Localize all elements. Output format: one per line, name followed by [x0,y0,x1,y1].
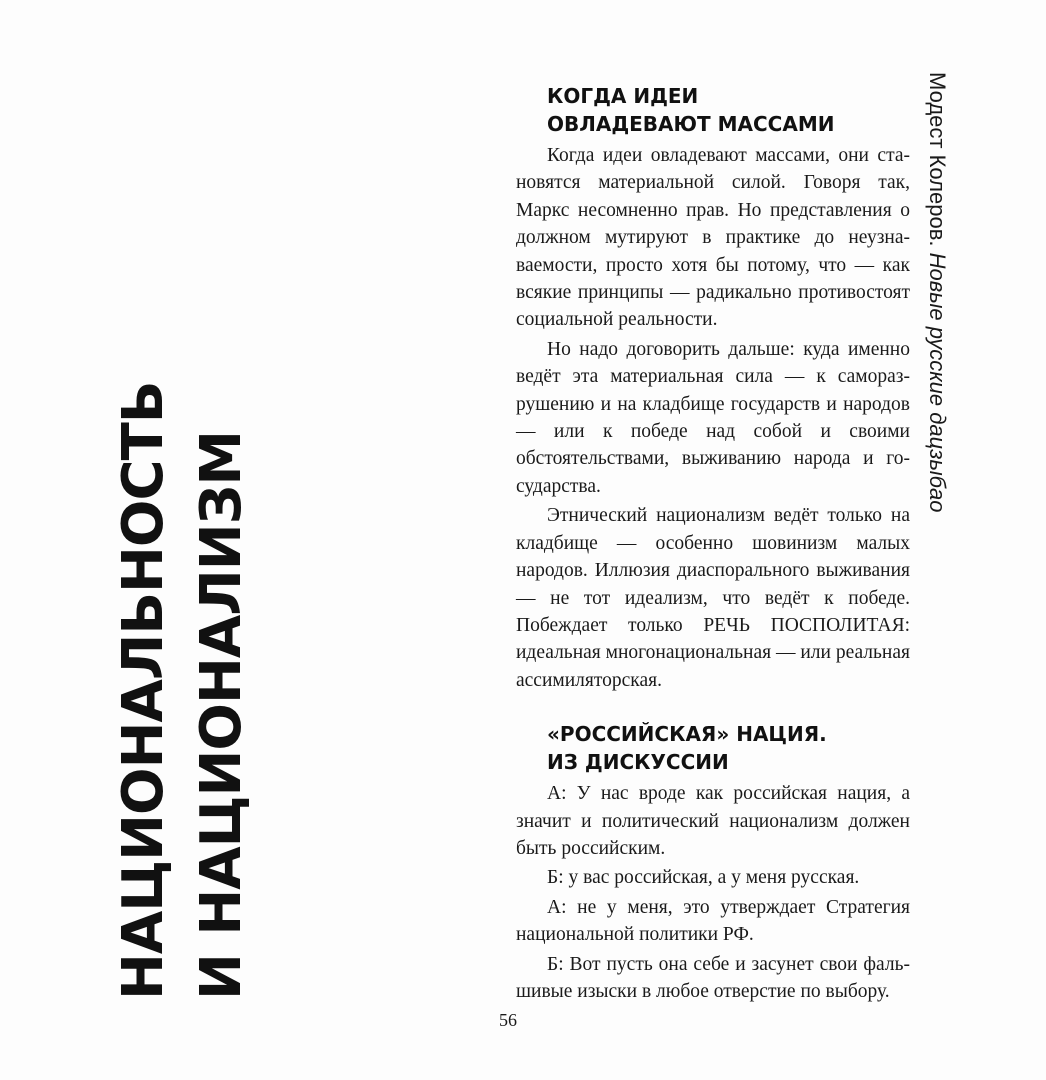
text-column [516,82,910,1007]
section-russian-nation [516,720,910,1005]
chapter-title-line-1: НАЦИОНАЛЬНОСТЬ [111,381,176,1000]
paragraph: Б: Вот пусть она себе и засунет свои фальшивые изыски в любое отверстие по выбору. [516,953,910,1002]
section-heading [547,720,910,776]
page-number: 56 [499,1010,517,1030]
running-header [924,72,950,513]
paragraph: Этнический национализм ведёт только на кладбище — особенно шовинизм малых народов. Иллюзия диаспорального выживания — не тот идеализм, что ведёт к победе. Побеждает только РЕЧЬ ПОСПОЛИТАЯ: идеальная многонациональная — или реальная ассимиляторская. [516,505,910,691]
paragraph: А: У нас вроде как российская нация, а значит и политический национализм должен быть российским. [516,783,910,859]
chapter-title [105,340,261,1000]
section-ideas [516,82,910,694]
section-heading-line-1: КОГДА ИДЕИ [547,84,699,108]
paragraph: Когда идеи овладевают массами, они становятся материальной силой. Говоря так, Маркс несомненно прав. Но представления о должном мутируют в практике до неузнаваемости, просто хотя бы потому, что — как всякие принципы — радикально противостоят социальной реальности. [516,145,910,331]
paragraph: Б: у вас российская, а у меня русская. [547,867,860,889]
paragraph: А: не у меня, это утверждает Стратегия национальной политики РФ. [516,896,910,946]
section-heading-line-2: ОВЛАДЕВАЮТ МАССАМИ [547,112,835,136]
section-heading [547,82,910,138]
running-header-author: Модест Колеров. [925,72,950,247]
paragraph: Но надо договорить дальше: куда именно ведёт эта материальная сила — к саморазрушению и на кладбище государств и народов — или к победе над собой и своими обстоятельствами, выживанию народа и государства. [516,338,910,497]
chapter-title-line-2: И НАЦИОНАЛИЗМ [189,430,254,1000]
section-heading-line-2: ИЗ ДИСКУССИИ [547,750,729,775]
running-header-book-title: Новые русские дацзыбао [925,252,950,513]
section-heading-line-1: «РОССИЙСКАЯ» НАЦИЯ. [547,722,827,747]
